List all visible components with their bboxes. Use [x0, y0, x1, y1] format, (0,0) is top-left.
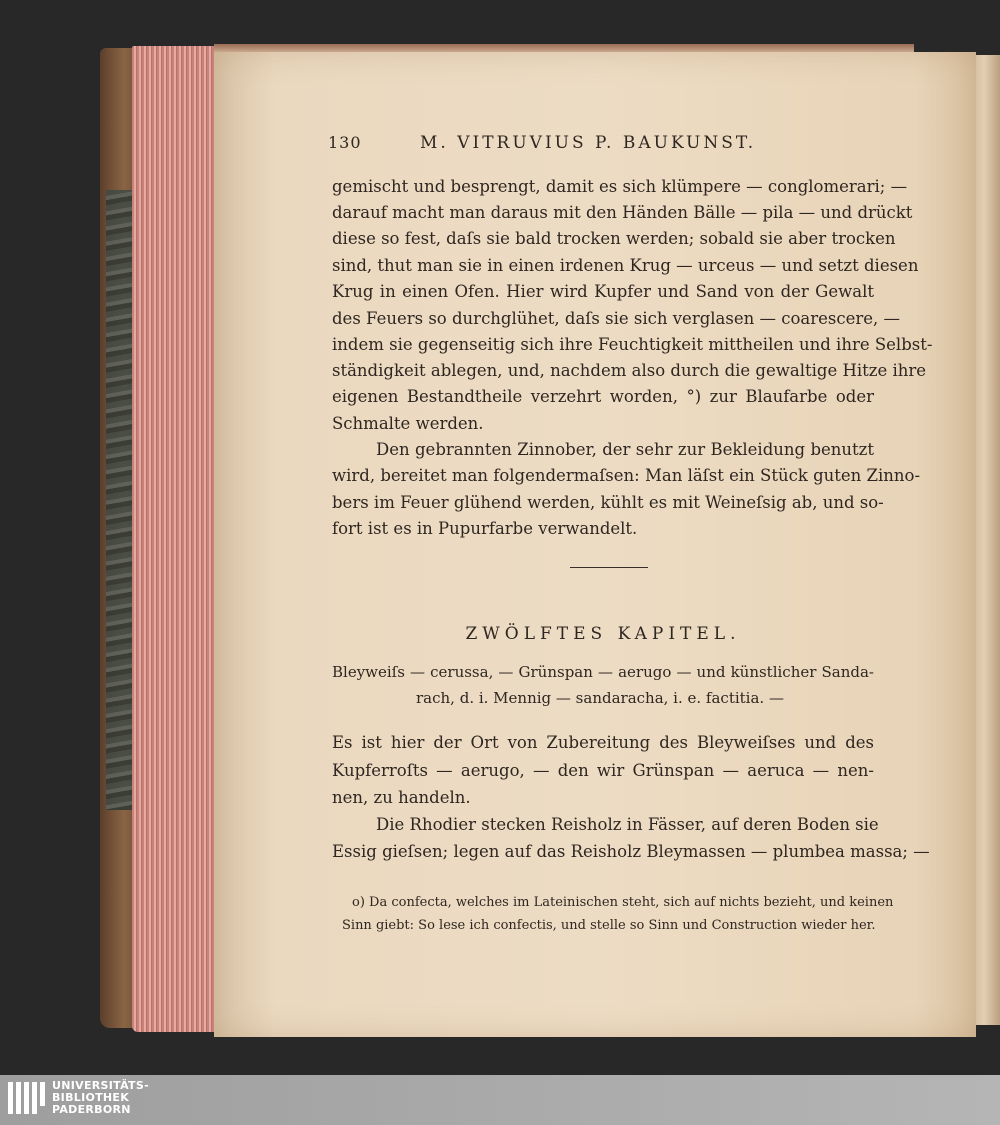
marbled-cover: [106, 190, 134, 810]
section-divider: [570, 567, 648, 568]
text-line: des Feuers so durchglühet, daſs sie sich verglasen — coarescere, —: [332, 309, 901, 328]
summary-line: Bleyweiſs — cerussa, — Grünspan — aerugo — und künstlicher Sanda-: [332, 663, 874, 681]
text-line: Krug in einen Ofen. Hier wird Kupfer und Sand von der Gewalt: [332, 282, 874, 301]
footnote-line: Sinn giebt: So lese ich confectis, und stelle so Sinn und Construction wieder her.: [342, 918, 876, 933]
library-logo-bar: [0, 1075, 1000, 1125]
page-header: [328, 133, 888, 157]
text-line: bers im Feuer glühend werden, kühlt es mit Weineſsig ab, und so-: [332, 493, 884, 512]
text-line: wird, bereitet man folgendermaſsen: Man läſst ein Stück guten Zinno-: [332, 466, 921, 485]
running-title: M. VITRUVIUS P. BAUKUNST.: [420, 133, 757, 153]
summary-line: rach, d. i. Mennig — sandaracha, i. e. factitia. —: [416, 689, 784, 707]
library-logo-line: PADERBORN: [52, 1103, 131, 1116]
text-line: darauf macht man daraus mit den Händen Bälle — pila — und drückt: [332, 203, 913, 222]
chapter-title: ZWÖLFTES KAPITEL.: [465, 624, 741, 644]
text-line: ständigkeit ablegen, und, nachdem also durch die gewaltige Hitze ihre: [332, 361, 927, 380]
text-line: Kupferroſts — aerugo, — den wir Grünspan — aeruca — nen-: [332, 761, 874, 780]
text-line: eigenen Bestandtheile verzehrt worden, °) zur Blaufarbe oder: [332, 387, 874, 406]
page-edges: [132, 46, 224, 1032]
library-logo-text: [52, 1080, 149, 1116]
text-line: gemischt und besprengt, damit es sich klümpere — conglomerari; —: [332, 177, 908, 196]
text-line: sind, thut man sie in einen irdenen Krug — urceus — und setzt diesen: [332, 256, 919, 275]
page-number: 130: [328, 133, 362, 152]
footnote-line: o) Da confecta, welches im Lateinischen steht, sich auf nichts bezieht, und keinen: [352, 895, 894, 910]
text-line: indem sie gegenseitig sich ihre Feuchtigkeit mittheilen und ihre Selbst-: [332, 335, 933, 354]
text-line: nen, zu handeln.: [332, 788, 471, 807]
text-line: Den gebrannten Zinnober, der sehr zur Bekleidung benutzt: [376, 440, 874, 459]
library-logo-icon: [8, 1082, 44, 1118]
text-line: Es ist hier der Ort von Zubereitung des Bleyweiſses und des: [332, 733, 874, 752]
text-line: fort ist es in Pupurfarbe verwandelt.: [332, 519, 638, 538]
text-line: Schmalte werden.: [332, 414, 484, 433]
book-page: [214, 52, 976, 1037]
text-line: Die Rhodier stecken Reisholz in Fässer, auf deren Boden sie: [376, 815, 879, 834]
text-line: Essig gieſsen; legen auf das Reisholz Bleymassen — plumbea massa; —: [332, 842, 930, 861]
library-logo-line: UNIVERSITÄTS-: [52, 1079, 149, 1092]
library-logo-line: BIBLIOTHEK: [52, 1091, 130, 1104]
text-line: diese so fest, daſs sie bald trocken werden; sobald sie aber trocken: [332, 229, 896, 248]
